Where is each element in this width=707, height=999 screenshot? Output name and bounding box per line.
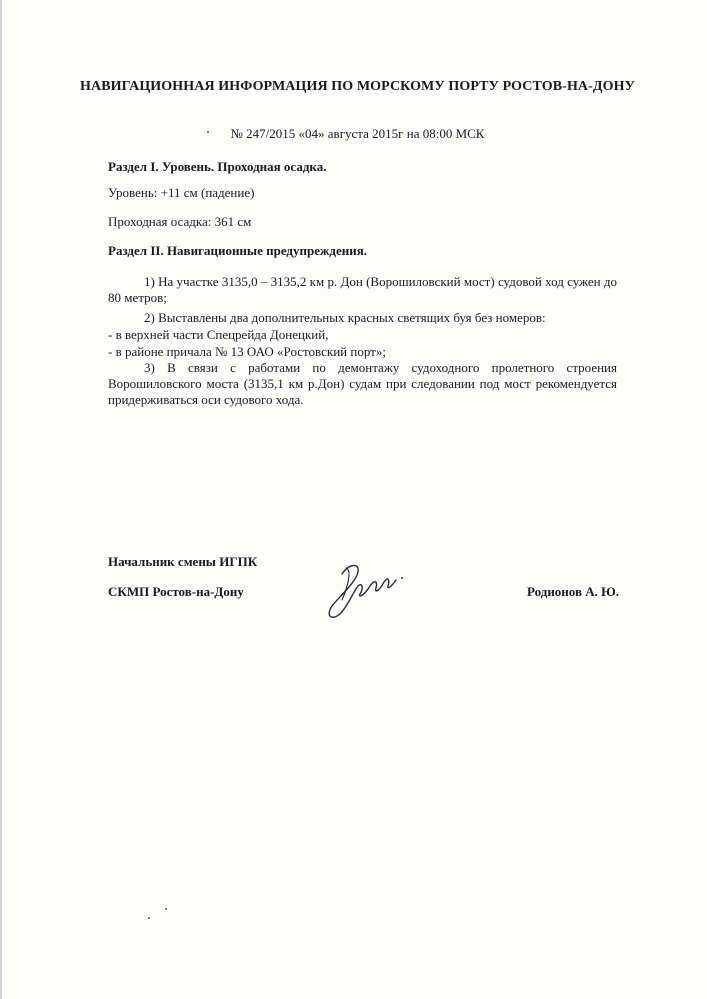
warning-item-1: 1) На участке 3135,0 – 3135,2 км р. Дон (Ворошиловский мост) судовой ход сужен до 80 метров; — [108, 274, 617, 305]
scan-edge — [0, 0, 2, 999]
handwritten-signature-icon — [318, 556, 418, 628]
signatory-organization: СКМП Ростов-на-Дону — [108, 584, 244, 599]
section-1-heading: Раздел I. Уровень. Проходная осадка. — [108, 159, 327, 174]
section-2-heading: Раздел II. Навигационные предупреждения. — [108, 243, 368, 258]
signatory-name: Родионов А. Ю. — [527, 584, 620, 599]
scan-speck — [165, 908, 167, 910]
scan-speck — [207, 131, 209, 133]
water-level-line: Уровень: +11 см (падение) — [108, 185, 255, 200]
scan-speck — [148, 917, 150, 919]
warning-bullet-2: - в районе причала № 13 ОАО «Ростовский порт»; — [108, 344, 386, 359]
warning-item-2: 2) Выставлены два дополнительных красных светящих буя без номеров: — [144, 310, 546, 325]
document-title: НАВИГАЦИОННАЯ ИНФОРМАЦИЯ ПО МОРСКОМУ ПОРТУ РОСТОВ-НА-ДОНУ — [80, 79, 635, 94]
document-number-date: № 247/2015 «04» августа 2015г на 08:00 МСК — [230, 126, 485, 141]
warning-item-3: 3) В связи с работами по демонтажу судоходного пролетного строения Ворошиловского моста (3135,1 км р.Дон) судам при следовании под мост рекомендуется придерживаться оси судового хода. — [108, 360, 617, 407]
warning-bullet-1: - в верхней части Спецрейда Донецкий, — [108, 327, 329, 342]
signatory-position: Начальник смены ИГПК — [108, 554, 258, 569]
passing-draft-line: Проходная осадка: 361 см — [108, 214, 252, 229]
